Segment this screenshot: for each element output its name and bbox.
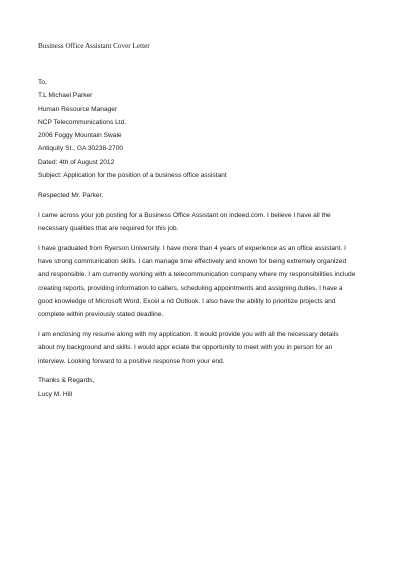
letter-body — [38, 76, 373, 401]
paragraph-line: interview. Looking forward to a positive response from your end. — [38, 357, 225, 365]
paragraph-line: I came across your job posting for a Business Office Assistant on indeed.com. I believe I have all the — [38, 211, 331, 219]
paragraph-line: and responsible. I am currently working with a telecommunication company where my responsibilities include — [38, 271, 356, 279]
recipient-block — [38, 76, 373, 182]
paragraph-line: creating reports, providing information to callers, scheduling appointments and assigning duties. I have a — [38, 284, 343, 292]
recipient-name: T.L Michael Parker — [38, 92, 93, 100]
closing: Thanks & Regards, — [38, 377, 95, 385]
paragraph-line: I have graduated from Ryerson University. I have more than 4 years of experience as an office assistant. I — [38, 244, 346, 252]
subject-line: Subject: Application for the position of a business office assistant — [38, 172, 227, 180]
paragraph-line: have strong communication skills. I can manage time effectively and known for being extremely organized — [38, 258, 347, 266]
paragraph-line: complete within previously stated deadline. — [38, 311, 164, 319]
document-title: Business Office Assistant Cover Letter — [38, 42, 150, 50]
to-line: To, — [38, 79, 47, 86]
date-line: Dated: 4th of August 2012 — [38, 158, 115, 166]
salutation: Respected Mr. Parker, — [38, 191, 104, 199]
signature-name: Lucy M. Hill — [38, 390, 73, 398]
recipient-position: Human Resource Manager — [38, 105, 118, 113]
recipient-street: 2006 Foggy Mountain Swale — [38, 132, 122, 140]
paragraph-enclosure — [38, 328, 373, 368]
paragraph-line: about my background and skills. I would appr eciate the opportunity to meet with you in person for an — [38, 344, 333, 352]
recipient-company: NCP Telecommunications Ltd. — [38, 118, 127, 126]
paragraph-intro — [38, 209, 373, 236]
paragraph-line: necessary qualities that are required for this job. — [38, 224, 179, 232]
paragraph-line: good knowledge of Microsoft Word, Excel a nd Outlook. I also have the ability to prioritize projects and — [38, 297, 336, 305]
paragraph-experience — [38, 242, 373, 322]
paragraph-line: I am enclosing my resume along with my application. It would provide you with all the necessary details — [38, 331, 339, 339]
recipient-city: Antiquity St., GA 30238-2700 — [38, 145, 124, 153]
